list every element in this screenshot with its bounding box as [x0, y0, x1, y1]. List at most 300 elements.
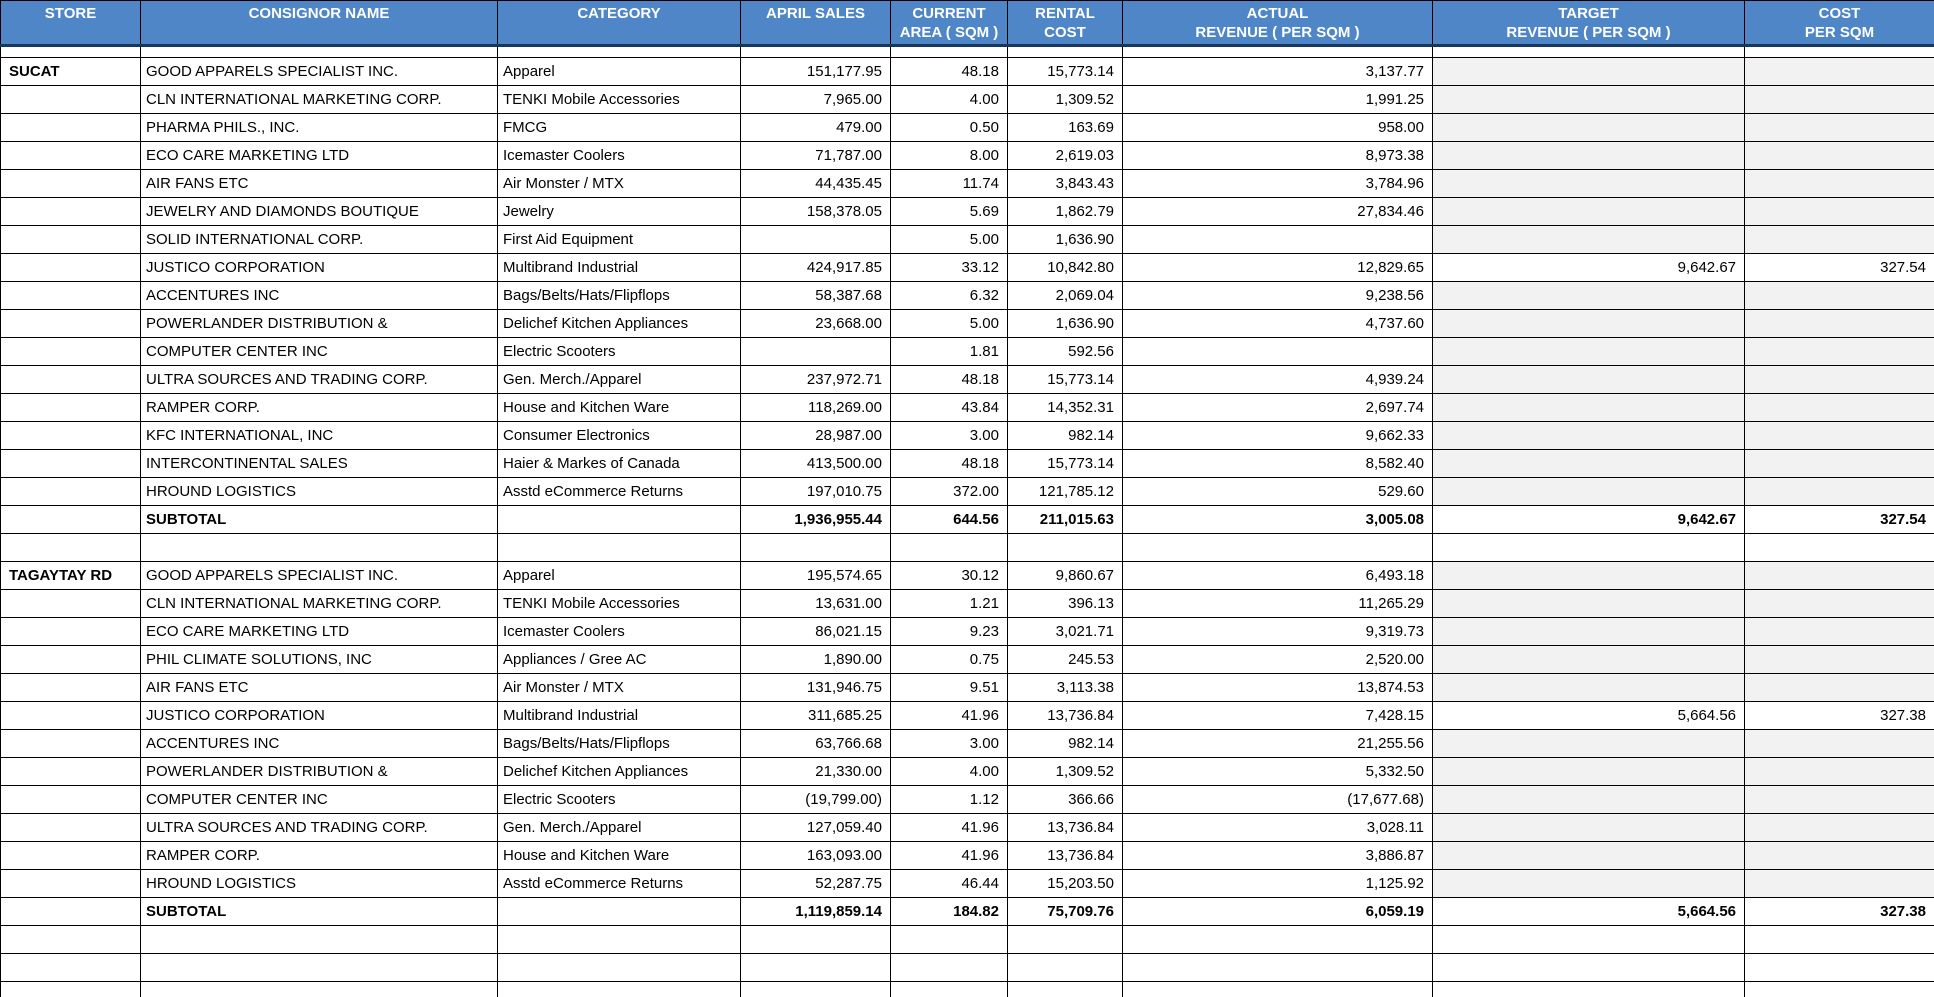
cell-current-area[interactable]: 41.96: [891, 702, 1008, 730]
cell-category[interactable]: House and Kitchen Ware: [498, 842, 741, 870]
empty-cell[interactable]: [141, 46, 498, 58]
cell-consignor-name[interactable]: HROUND LOGISTICS: [141, 478, 498, 506]
cell-rental-cost[interactable]: 163.69: [1008, 114, 1123, 142]
cell-target-revenue[interactable]: [1433, 450, 1745, 478]
cell-april-sales[interactable]: 23,668.00: [741, 310, 891, 338]
empty-cell[interactable]: [1123, 46, 1433, 58]
cell-target-revenue[interactable]: [1433, 366, 1745, 394]
empty-cell[interactable]: [1008, 954, 1123, 982]
empty-cell[interactable]: [1433, 954, 1745, 982]
cell-current-area[interactable]: 46.44: [891, 870, 1008, 898]
cell-actual-revenue[interactable]: 1,991.25: [1123, 86, 1433, 114]
cell-category[interactable]: Icemaster Coolers: [498, 142, 741, 170]
cell-target-revenue[interactable]: [1433, 114, 1745, 142]
cell-store[interactable]: [1, 758, 141, 786]
cell-april-sales[interactable]: 424,917.85: [741, 254, 891, 282]
cell-current-area[interactable]: 4.00: [891, 758, 1008, 786]
cell-current-area[interactable]: 3.00: [891, 422, 1008, 450]
cell-consignor-name[interactable]: PHIL CLIMATE SOLUTIONS, INC: [141, 646, 498, 674]
cell-rental-cost[interactable]: 245.53: [1008, 646, 1123, 674]
cell-category[interactable]: TENKI Mobile Accessories: [498, 590, 741, 618]
cell-category[interactable]: Gen. Merch./Apparel: [498, 814, 741, 842]
empty-cell[interactable]: [141, 982, 498, 997]
empty-cell[interactable]: [141, 954, 498, 982]
cell-category[interactable]: Asstd eCommerce Returns: [498, 870, 741, 898]
cell-rental-cost[interactable]: 13,736.84: [1008, 814, 1123, 842]
cell-category[interactable]: Air Monster / MTX: [498, 170, 741, 198]
cell-rental-cost[interactable]: 1,309.52: [1008, 86, 1123, 114]
cell-consignor-name[interactable]: SOLID INTERNATIONAL CORP.: [141, 226, 498, 254]
cell-actual-revenue[interactable]: 5,332.50: [1123, 758, 1433, 786]
cell-actual-revenue[interactable]: 8,973.38: [1123, 142, 1433, 170]
cell-actual-revenue[interactable]: 21,255.56: [1123, 730, 1433, 758]
cell-cost-per-sqm[interactable]: [1745, 786, 1934, 814]
cell-current-area[interactable]: 30.12: [891, 562, 1008, 590]
cell-category[interactable]: FMCG: [498, 114, 741, 142]
cell-april-sales[interactable]: 195,574.65: [741, 562, 891, 590]
cell-april-sales[interactable]: 197,010.75: [741, 478, 891, 506]
cell-consignor-name[interactable]: JEWELRY AND DIAMONDS BOUTIQUE: [141, 198, 498, 226]
cell-consignor-name[interactable]: ACCENTURES INC: [141, 730, 498, 758]
empty-cell[interactable]: [1, 954, 141, 982]
cell-target-revenue[interactable]: [1433, 226, 1745, 254]
empty-cell[interactable]: [1008, 46, 1123, 58]
cell-current-area[interactable]: 1.21: [891, 590, 1008, 618]
cell-april-sales[interactable]: 44,435.45: [741, 170, 891, 198]
cell-category[interactable]: Haier & Markes of Canada: [498, 450, 741, 478]
cell-target-revenue[interactable]: [1433, 730, 1745, 758]
cell-target-revenue[interactable]: [1433, 786, 1745, 814]
cell-target-revenue[interactable]: [1433, 58, 1745, 86]
cell-cost-per-sqm[interactable]: [1745, 646, 1934, 674]
cell-target-revenue[interactable]: [1433, 338, 1745, 366]
cell-cost-per-sqm[interactable]: [1745, 478, 1934, 506]
cell-actual-revenue[interactable]: 12,829.65: [1123, 254, 1433, 282]
cell-category[interactable]: Apparel: [498, 58, 741, 86]
cell-rental-cost[interactable]: 15,773.14: [1008, 450, 1123, 478]
cell-actual-revenue[interactable]: [1123, 338, 1433, 366]
cell-store[interactable]: [1, 618, 141, 646]
empty-cell[interactable]: [1123, 982, 1433, 997]
cell-cost-per-sqm[interactable]: [1745, 590, 1934, 618]
cell-store[interactable]: [1, 170, 141, 198]
cell-consignor-name[interactable]: CLN INTERNATIONAL MARKETING CORP.: [141, 86, 498, 114]
cell-category[interactable]: [498, 898, 741, 926]
cell-april-sales[interactable]: 413,500.00: [741, 450, 891, 478]
cell-actual-revenue[interactable]: 27,834.46: [1123, 198, 1433, 226]
cell-rental-cost[interactable]: 1,862.79: [1008, 198, 1123, 226]
cell-cost-per-sqm[interactable]: [1745, 618, 1934, 646]
empty-cell[interactable]: [1, 926, 141, 954]
cell-rental-cost[interactable]: 211,015.63: [1008, 506, 1123, 534]
cell-rental-cost[interactable]: 3,021.71: [1008, 618, 1123, 646]
cell-cost-per-sqm[interactable]: [1745, 142, 1934, 170]
empty-cell[interactable]: [141, 926, 498, 954]
cell-cost-per-sqm[interactable]: [1745, 170, 1934, 198]
cell-store[interactable]: [1, 226, 141, 254]
cell-cost-per-sqm[interactable]: [1745, 114, 1934, 142]
cell-current-area[interactable]: 8.00: [891, 142, 1008, 170]
cell-consignor-name[interactable]: JUSTICO CORPORATION: [141, 254, 498, 282]
cell-store[interactable]: [1, 254, 141, 282]
cell-april-sales[interactable]: [741, 226, 891, 254]
cell-target-revenue[interactable]: 9,642.67: [1433, 506, 1745, 534]
cell-rental-cost[interactable]: 366.66: [1008, 786, 1123, 814]
cell-cost-per-sqm[interactable]: [1745, 562, 1934, 590]
cell-store[interactable]: [1, 338, 141, 366]
cell-current-area[interactable]: 6.32: [891, 282, 1008, 310]
cell-store[interactable]: [1, 422, 141, 450]
cell-target-revenue[interactable]: [1433, 870, 1745, 898]
cell-cost-per-sqm[interactable]: 327.54: [1745, 506, 1934, 534]
cell-category[interactable]: Bags/Belts/Hats/Flipflops: [498, 730, 741, 758]
cell-current-area[interactable]: 5.00: [891, 226, 1008, 254]
cell-consignor-name[interactable]: ULTRA SOURCES AND TRADING CORP.: [141, 366, 498, 394]
cell-store[interactable]: [1, 814, 141, 842]
cell-april-sales[interactable]: 1,890.00: [741, 646, 891, 674]
cell-current-area[interactable]: 1.81: [891, 338, 1008, 366]
cell-actual-revenue[interactable]: 7,428.15: [1123, 702, 1433, 730]
empty-cell[interactable]: [498, 534, 741, 562]
cell-store[interactable]: [1, 450, 141, 478]
cell-current-area[interactable]: 41.96: [891, 842, 1008, 870]
cell-target-revenue[interactable]: [1433, 814, 1745, 842]
cell-current-area[interactable]: 644.56: [891, 506, 1008, 534]
cell-rental-cost[interactable]: 13,736.84: [1008, 842, 1123, 870]
empty-cell[interactable]: [1008, 926, 1123, 954]
cell-category[interactable]: [498, 506, 741, 534]
cell-target-revenue[interactable]: [1433, 310, 1745, 338]
cell-actual-revenue[interactable]: 8,582.40: [1123, 450, 1433, 478]
cell-target-revenue[interactable]: [1433, 590, 1745, 618]
cell-april-sales[interactable]: 163,093.00: [741, 842, 891, 870]
cell-actual-revenue[interactable]: [1123, 226, 1433, 254]
cell-cost-per-sqm[interactable]: 327.38: [1745, 898, 1934, 926]
cell-consignor-name[interactable]: ULTRA SOURCES AND TRADING CORP.: [141, 814, 498, 842]
cell-current-area[interactable]: 4.00: [891, 86, 1008, 114]
cell-current-area[interactable]: 5.00: [891, 310, 1008, 338]
cell-april-sales[interactable]: 7,965.00: [741, 86, 891, 114]
empty-cell[interactable]: [1745, 46, 1934, 58]
cell-store[interactable]: [1, 702, 141, 730]
cell-consignor-name[interactable]: GOOD APPARELS SPECIALIST INC.: [141, 58, 498, 86]
cell-rental-cost[interactable]: 75,709.76: [1008, 898, 1123, 926]
empty-cell[interactable]: [1123, 926, 1433, 954]
cell-rental-cost[interactable]: 2,069.04: [1008, 282, 1123, 310]
cell-actual-revenue[interactable]: (17,677.68): [1123, 786, 1433, 814]
cell-consignor-name[interactable]: GOOD APPARELS SPECIALIST INC.: [141, 562, 498, 590]
cell-category[interactable]: TENKI Mobile Accessories: [498, 86, 741, 114]
cell-store[interactable]: [1, 142, 141, 170]
cell-current-area[interactable]: 5.69: [891, 198, 1008, 226]
cell-april-sales[interactable]: 311,685.25: [741, 702, 891, 730]
cell-consignor-name[interactable]: ACCENTURES INC: [141, 282, 498, 310]
cell-april-sales[interactable]: 21,330.00: [741, 758, 891, 786]
empty-cell[interactable]: [1008, 982, 1123, 997]
cell-current-area[interactable]: 0.75: [891, 646, 1008, 674]
cell-cost-per-sqm[interactable]: [1745, 842, 1934, 870]
cell-actual-revenue[interactable]: 3,784.96: [1123, 170, 1433, 198]
cell-category[interactable]: House and Kitchen Ware: [498, 394, 741, 422]
cell-target-revenue[interactable]: [1433, 394, 1745, 422]
cell-store[interactable]: [1, 310, 141, 338]
cell-store[interactable]: [1, 114, 141, 142]
cell-consignor-name[interactable]: AIR FANS ETC: [141, 674, 498, 702]
cell-rental-cost[interactable]: 3,113.38: [1008, 674, 1123, 702]
cell-consignor-name[interactable]: INTERCONTINENTAL SALES: [141, 450, 498, 478]
empty-cell[interactable]: [498, 926, 741, 954]
empty-cell[interactable]: [891, 534, 1008, 562]
cell-current-area[interactable]: 9.51: [891, 674, 1008, 702]
cell-actual-revenue[interactable]: 9,319.73: [1123, 618, 1433, 646]
cell-cost-per-sqm[interactable]: [1745, 422, 1934, 450]
cell-rental-cost[interactable]: 13,736.84: [1008, 702, 1123, 730]
cell-store[interactable]: [1, 590, 141, 618]
cell-consignor-name[interactable]: COMPUTER CENTER INC: [141, 338, 498, 366]
cell-consignor-name[interactable]: AIR FANS ETC: [141, 170, 498, 198]
cell-current-area[interactable]: 48.18: [891, 450, 1008, 478]
empty-cell[interactable]: [891, 926, 1008, 954]
cell-actual-revenue[interactable]: 3,005.08: [1123, 506, 1433, 534]
subtotal-label[interactable]: SUBTOTAL: [141, 506, 498, 534]
empty-cell[interactable]: [891, 954, 1008, 982]
empty-cell[interactable]: [1123, 954, 1433, 982]
cell-current-area[interactable]: 3.00: [891, 730, 1008, 758]
cell-april-sales[interactable]: 52,287.75: [741, 870, 891, 898]
cell-rental-cost[interactable]: 982.14: [1008, 422, 1123, 450]
cell-cost-per-sqm[interactable]: [1745, 282, 1934, 310]
cell-april-sales[interactable]: 1,119,859.14: [741, 898, 891, 926]
cell-april-sales[interactable]: 1,936,955.44: [741, 506, 891, 534]
cell-rental-cost[interactable]: 1,636.90: [1008, 310, 1123, 338]
cell-april-sales[interactable]: 118,269.00: [741, 394, 891, 422]
cell-rental-cost[interactable]: 14,352.31: [1008, 394, 1123, 422]
cell-store[interactable]: [1, 86, 141, 114]
cell-current-area[interactable]: 43.84: [891, 394, 1008, 422]
cell-rental-cost[interactable]: 15,773.14: [1008, 366, 1123, 394]
cell-target-revenue[interactable]: [1433, 198, 1745, 226]
cell-current-area[interactable]: 9.23: [891, 618, 1008, 646]
cell-cost-per-sqm[interactable]: [1745, 226, 1934, 254]
cell-rental-cost[interactable]: 2,619.03: [1008, 142, 1123, 170]
cell-store[interactable]: [1, 786, 141, 814]
cell-current-area[interactable]: 48.18: [891, 366, 1008, 394]
cell-consignor-name[interactable]: KFC INTERNATIONAL, INC: [141, 422, 498, 450]
cell-target-revenue[interactable]: [1433, 618, 1745, 646]
cell-cost-per-sqm[interactable]: [1745, 674, 1934, 702]
cell-consignor-name[interactable]: CLN INTERNATIONAL MARKETING CORP.: [141, 590, 498, 618]
cell-cost-per-sqm[interactable]: [1745, 730, 1934, 758]
cell-store[interactable]: [1, 870, 141, 898]
cell-target-revenue[interactable]: [1433, 422, 1745, 450]
cell-april-sales[interactable]: 151,177.95: [741, 58, 891, 86]
cell-actual-revenue[interactable]: 9,662.33: [1123, 422, 1433, 450]
cell-actual-revenue[interactable]: 13,874.53: [1123, 674, 1433, 702]
empty-cell[interactable]: [498, 954, 741, 982]
cell-category[interactable]: Jewelry: [498, 198, 741, 226]
cell-category[interactable]: Air Monster / MTX: [498, 674, 741, 702]
cell-consignor-name[interactable]: ECO CARE MARKETING LTD: [141, 142, 498, 170]
empty-cell[interactable]: [1, 46, 141, 58]
cell-rental-cost[interactable]: 1,636.90: [1008, 226, 1123, 254]
cell-target-revenue[interactable]: 5,664.56: [1433, 702, 1745, 730]
empty-cell[interactable]: [1123, 534, 1433, 562]
cell-actual-revenue[interactable]: 3,137.77: [1123, 58, 1433, 86]
cell-category[interactable]: Bags/Belts/Hats/Flipflops: [498, 282, 741, 310]
empty-cell[interactable]: [1433, 534, 1745, 562]
cell-store[interactable]: [1, 394, 141, 422]
empty-cell[interactable]: [741, 954, 891, 982]
cell-target-revenue[interactable]: [1433, 562, 1745, 590]
cell-category[interactable]: Gen. Merch./Apparel: [498, 366, 741, 394]
cell-target-revenue[interactable]: [1433, 478, 1745, 506]
empty-cell[interactable]: [1745, 982, 1934, 997]
empty-cell[interactable]: [1433, 46, 1745, 58]
cell-target-revenue[interactable]: [1433, 758, 1745, 786]
cell-april-sales[interactable]: 28,987.00: [741, 422, 891, 450]
cell-target-revenue[interactable]: 5,664.56: [1433, 898, 1745, 926]
cell-current-area[interactable]: 1.12: [891, 786, 1008, 814]
cell-cost-per-sqm[interactable]: [1745, 870, 1934, 898]
cell-april-sales[interactable]: (19,799.00): [741, 786, 891, 814]
cell-category[interactable]: Electric Scooters: [498, 786, 741, 814]
cell-consignor-name[interactable]: PHARMA PHILS., INC.: [141, 114, 498, 142]
subtotal-label[interactable]: SUBTOTAL: [141, 898, 498, 926]
cell-april-sales[interactable]: 131,946.75: [741, 674, 891, 702]
cell-category[interactable]: Consumer Electronics: [498, 422, 741, 450]
empty-cell[interactable]: [891, 982, 1008, 997]
cell-consignor-name[interactable]: ECO CARE MARKETING LTD: [141, 618, 498, 646]
cell-rental-cost[interactable]: 3,843.43: [1008, 170, 1123, 198]
cell-cost-per-sqm[interactable]: [1745, 198, 1934, 226]
empty-cell[interactable]: [741, 534, 891, 562]
cell-target-revenue[interactable]: 9,642.67: [1433, 254, 1745, 282]
cell-current-area[interactable]: 184.82: [891, 898, 1008, 926]
cell-store[interactable]: [1, 478, 141, 506]
cell-category[interactable]: Electric Scooters: [498, 338, 741, 366]
cell-cost-per-sqm[interactable]: [1745, 58, 1934, 86]
cell-consignor-name[interactable]: RAMPER CORP.: [141, 842, 498, 870]
cell-actual-revenue[interactable]: 9,238.56: [1123, 282, 1433, 310]
cell-actual-revenue[interactable]: 4,737.60: [1123, 310, 1433, 338]
cell-april-sales[interactable]: [741, 338, 891, 366]
cell-cost-per-sqm[interactable]: [1745, 310, 1934, 338]
cell-rental-cost[interactable]: 15,203.50: [1008, 870, 1123, 898]
cell-store[interactable]: [1, 366, 141, 394]
cell-store[interactable]: [1, 842, 141, 870]
cell-consignor-name[interactable]: HROUND LOGISTICS: [141, 870, 498, 898]
cell-store[interactable]: [1, 730, 141, 758]
cell-cost-per-sqm[interactable]: 327.54: [1745, 254, 1934, 282]
cell-category[interactable]: Apparel: [498, 562, 741, 590]
empty-cell[interactable]: [741, 926, 891, 954]
empty-cell[interactable]: [741, 46, 891, 58]
cell-cost-per-sqm[interactable]: [1745, 86, 1934, 114]
empty-cell[interactable]: [1433, 982, 1745, 997]
cell-april-sales[interactable]: 479.00: [741, 114, 891, 142]
cell-rental-cost[interactable]: 10,842.80: [1008, 254, 1123, 282]
cell-target-revenue[interactable]: [1433, 646, 1745, 674]
cell-actual-revenue[interactable]: 3,028.11: [1123, 814, 1433, 842]
cell-cost-per-sqm[interactable]: [1745, 338, 1934, 366]
empty-cell[interactable]: [1, 982, 141, 997]
empty-cell[interactable]: [1008, 534, 1123, 562]
cell-store[interactable]: [1, 282, 141, 310]
cell-current-area[interactable]: 33.12: [891, 254, 1008, 282]
empty-cell[interactable]: [141, 534, 498, 562]
cell-actual-revenue[interactable]: 4,939.24: [1123, 366, 1433, 394]
cell-consignor-name[interactable]: POWERLANDER DISTRIBUTION &: [141, 310, 498, 338]
empty-cell[interactable]: [498, 46, 741, 58]
cell-category[interactable]: Multibrand Industrial: [498, 254, 741, 282]
cell-april-sales[interactable]: 71,787.00: [741, 142, 891, 170]
cell-rental-cost[interactable]: 396.13: [1008, 590, 1123, 618]
cell-category[interactable]: Asstd eCommerce Returns: [498, 478, 741, 506]
cell-consignor-name[interactable]: POWERLANDER DISTRIBUTION &: [141, 758, 498, 786]
cell-current-area[interactable]: 372.00: [891, 478, 1008, 506]
cell-cost-per-sqm[interactable]: [1745, 366, 1934, 394]
cell-category[interactable]: Delichef Kitchen Appliances: [498, 310, 741, 338]
cell-rental-cost[interactable]: 9,860.67: [1008, 562, 1123, 590]
cell-april-sales[interactable]: 86,021.15: [741, 618, 891, 646]
cell-category[interactable]: Icemaster Coolers: [498, 618, 741, 646]
cell-category[interactable]: Delichef Kitchen Appliances: [498, 758, 741, 786]
cell-store[interactable]: [1, 198, 141, 226]
cell-actual-revenue[interactable]: 3,886.87: [1123, 842, 1433, 870]
cell-rental-cost[interactable]: 15,773.14: [1008, 58, 1123, 86]
cell-target-revenue[interactable]: [1433, 674, 1745, 702]
cell-category[interactable]: Multibrand Industrial: [498, 702, 741, 730]
cell-april-sales[interactable]: 58,387.68: [741, 282, 891, 310]
cell-rental-cost[interactable]: 121,785.12: [1008, 478, 1123, 506]
cell-current-area[interactable]: 11.74: [891, 170, 1008, 198]
cell-consignor-name[interactable]: JUSTICO CORPORATION: [141, 702, 498, 730]
cell-consignor-name[interactable]: RAMPER CORP.: [141, 394, 498, 422]
cell-cost-per-sqm[interactable]: 327.38: [1745, 702, 1934, 730]
cell-target-revenue[interactable]: [1433, 282, 1745, 310]
cell-actual-revenue[interactable]: 11,265.29: [1123, 590, 1433, 618]
empty-cell[interactable]: [498, 982, 741, 997]
cell-store[interactable]: TAGAYTAY RD: [1, 562, 141, 590]
empty-cell[interactable]: [1433, 926, 1745, 954]
cell-store[interactable]: SUCAT: [1, 58, 141, 86]
cell-target-revenue[interactable]: [1433, 86, 1745, 114]
cell-category[interactable]: First Aid Equipment: [498, 226, 741, 254]
cell-cost-per-sqm[interactable]: [1745, 450, 1934, 478]
cell-consignor-name[interactable]: COMPUTER CENTER INC: [141, 786, 498, 814]
cell-target-revenue[interactable]: [1433, 842, 1745, 870]
cell-current-area[interactable]: 41.96: [891, 814, 1008, 842]
cell-actual-revenue[interactable]: 2,697.74: [1123, 394, 1433, 422]
cell-actual-revenue[interactable]: 6,493.18: [1123, 562, 1433, 590]
cell-store[interactable]: [1, 646, 141, 674]
cell-april-sales[interactable]: 158,378.05: [741, 198, 891, 226]
cell-store[interactable]: [1, 506, 141, 534]
cell-april-sales[interactable]: 127,059.40: [741, 814, 891, 842]
cell-category[interactable]: Appliances / Gree AC: [498, 646, 741, 674]
cell-april-sales[interactable]: 237,972.71: [741, 366, 891, 394]
cell-target-revenue[interactable]: [1433, 142, 1745, 170]
cell-rental-cost[interactable]: 982.14: [1008, 730, 1123, 758]
cell-current-area[interactable]: 48.18: [891, 58, 1008, 86]
cell-actual-revenue[interactable]: 958.00: [1123, 114, 1433, 142]
cell-rental-cost[interactable]: 592.56: [1008, 338, 1123, 366]
cell-current-area[interactable]: 0.50: [891, 114, 1008, 142]
empty-cell[interactable]: [741, 982, 891, 997]
cell-rental-cost[interactable]: 1,309.52: [1008, 758, 1123, 786]
cell-cost-per-sqm[interactable]: [1745, 394, 1934, 422]
cell-actual-revenue[interactable]: 2,520.00: [1123, 646, 1433, 674]
